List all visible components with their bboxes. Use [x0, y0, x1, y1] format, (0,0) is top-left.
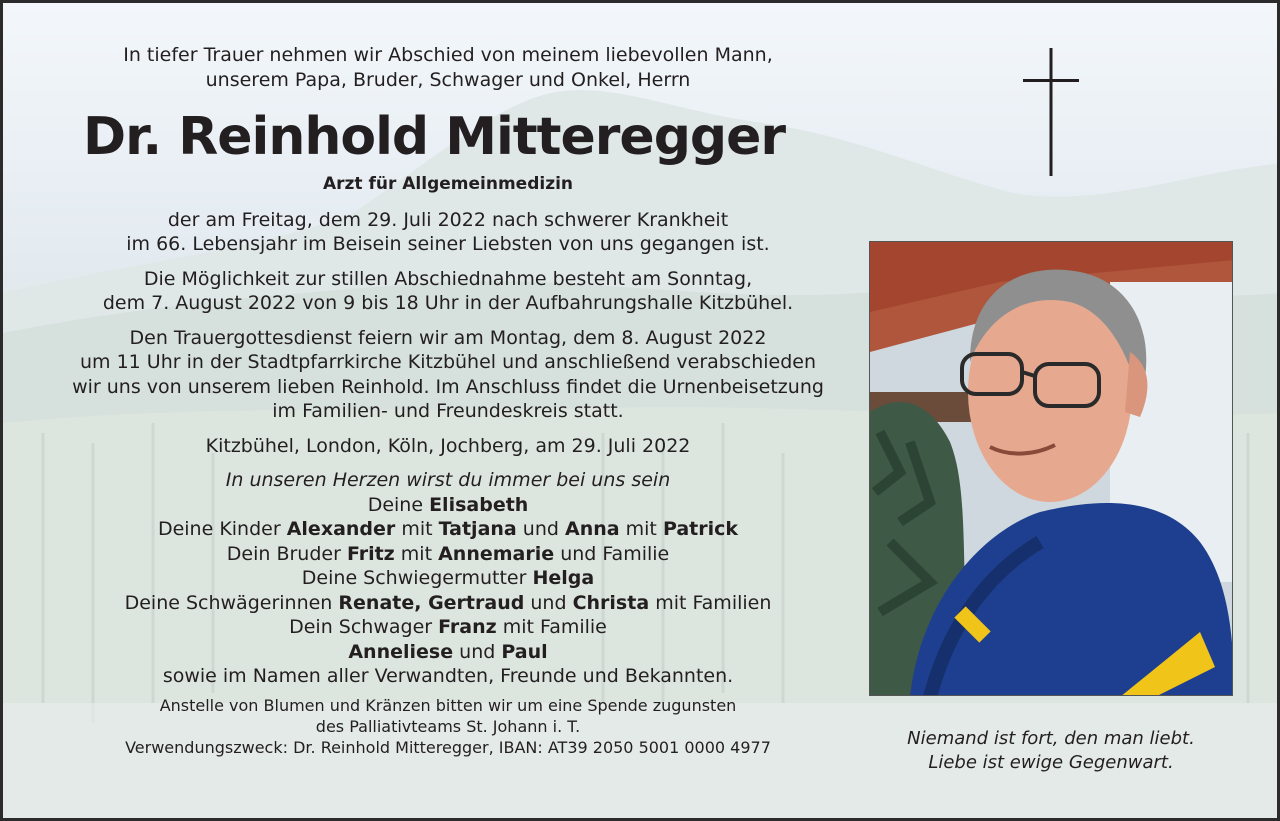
mourner-prefix: Dein Bruder — [226, 542, 341, 565]
donation-line: Anstelle von Blumen und Kränzen bitten wir um eine Spende zugunsten — [159, 695, 737, 715]
place-date: Kitzbühel, London, Köln, Jochberg, am 29. Juli 2022 — [205, 434, 691, 457]
mourner-prefix: Deine Schwiegermutter — [301, 567, 527, 589]
quote-line: Liebe ist ewige Gegenwart. — [928, 752, 1174, 773]
mourner-name: Paul — [501, 640, 548, 663]
mourner-name: Christa — [572, 591, 650, 614]
mourner-name: Elisabeth — [429, 493, 529, 516]
mourner-connector: mit — [400, 542, 433, 565]
death-notice-line: im 66. Lebensjahr im Beisein seiner Liebsten von uns gegangen ist. — [126, 233, 770, 255]
mourner-line-sistersinlaw — [33, 591, 863, 616]
intro-line: In tiefer Trauer nehmen wir Abschied von meinem liebevollen Mann, — [123, 44, 773, 66]
mourner-connector: mit — [625, 518, 657, 540]
mourner-name: Tatjana — [438, 518, 517, 540]
mourner-connector: und — [459, 640, 496, 663]
mourner-line-brother — [33, 542, 863, 567]
death-notice-line: der am Freitag, dem 29. Juli 2022 nach schwerer Krankheit — [167, 208, 729, 231]
mourner-connector: und — [530, 591, 567, 614]
service-notice — [33, 326, 863, 424]
mourner-suffix: und Familie — [560, 542, 670, 565]
mourner-suffix: mit Familie — [502, 616, 607, 638]
intro-line: unserem Papa, Bruder, Schwager und Onkel, Herrn — [205, 68, 691, 91]
obituary-text — [33, 43, 863, 758]
quote-line: Niemand ist fort, den man liebt. — [907, 728, 1195, 749]
intro-text — [33, 43, 863, 92]
mourner-line-wife — [33, 493, 863, 518]
mourner-name: Alexander — [286, 518, 396, 540]
mourner-name: Anneliese — [348, 640, 454, 663]
cross-icon — [1023, 48, 1079, 176]
donation-line: des Palliativteams St. Johann i. T. — [315, 716, 581, 736]
deceased-name: Dr. Reinhold Mitteregger — [82, 107, 786, 167]
mourner-name: Patrick — [662, 518, 739, 540]
death-notice — [33, 208, 863, 257]
deceased-profession: Arzt für Allgemeinmedizin — [322, 174, 574, 194]
mourner-name: Annemarie — [438, 542, 555, 565]
mourner-name: Renate, Gertraud — [338, 591, 525, 614]
mourner-closing: sowie im Namen aller Verwandten, Freunde und Bekannten. — [162, 665, 734, 687]
service-line: wir uns von unserem lieben Reinhold. Im Anschluss findet die Urnenbeisetzung — [72, 375, 824, 398]
mourner-prefix: Deine Schwägerinnen — [124, 591, 333, 614]
mourner-line-children — [33, 517, 863, 542]
farewell-line: dem 7. August 2022 von 9 bis 18 Uhr in der Aufbahrungshalle Kitzbühel. — [102, 292, 794, 314]
farewell-notice — [33, 267, 863, 316]
mourner-prefix: Deine — [367, 493, 424, 516]
memorial-quote — [869, 727, 1233, 775]
mourner-line-brotherinlaw — [33, 615, 863, 640]
service-line: im Familien- und Freundeskreis statt. — [272, 400, 624, 422]
service-line: um 11 Uhr in der Stadtpfarrkirche Kitzbühel und anschließend verabschieden — [79, 351, 817, 373]
portrait-photo — [869, 241, 1233, 696]
mourner-connector: mit — [401, 518, 433, 540]
mourner-name: Fritz — [346, 542, 395, 565]
mourner-prefix: Dein Schwager — [289, 616, 433, 638]
donation-line: Verwendungszweck: Dr. Reinhold Mitteregger, IBAN: AT39 2050 5001 0000 4977 — [125, 737, 771, 757]
mourner-name: Anna — [565, 518, 620, 540]
mourner-connector: und — [522, 518, 559, 540]
mourners-list — [33, 493, 863, 689]
mourner-line-others — [33, 640, 863, 665]
mourner-name: Helga — [532, 567, 595, 589]
farewell-line: Die Möglichkeit zur stillen Abschiednahme besteht am Sonntag, — [143, 267, 753, 290]
mourner-suffix: mit Familien — [655, 591, 772, 614]
service-line: Den Trauergottesdienst feiern wir am Montag, dem 8. August 2022 — [129, 326, 767, 349]
motto: In unseren Herzen wirst du immer bei uns sein — [225, 469, 671, 491]
mourner-prefix: Deine Kinder — [157, 518, 281, 540]
mourner-name: Franz — [438, 616, 497, 638]
donation-note — [33, 695, 863, 758]
mourner-line-motherinlaw — [33, 566, 863, 591]
